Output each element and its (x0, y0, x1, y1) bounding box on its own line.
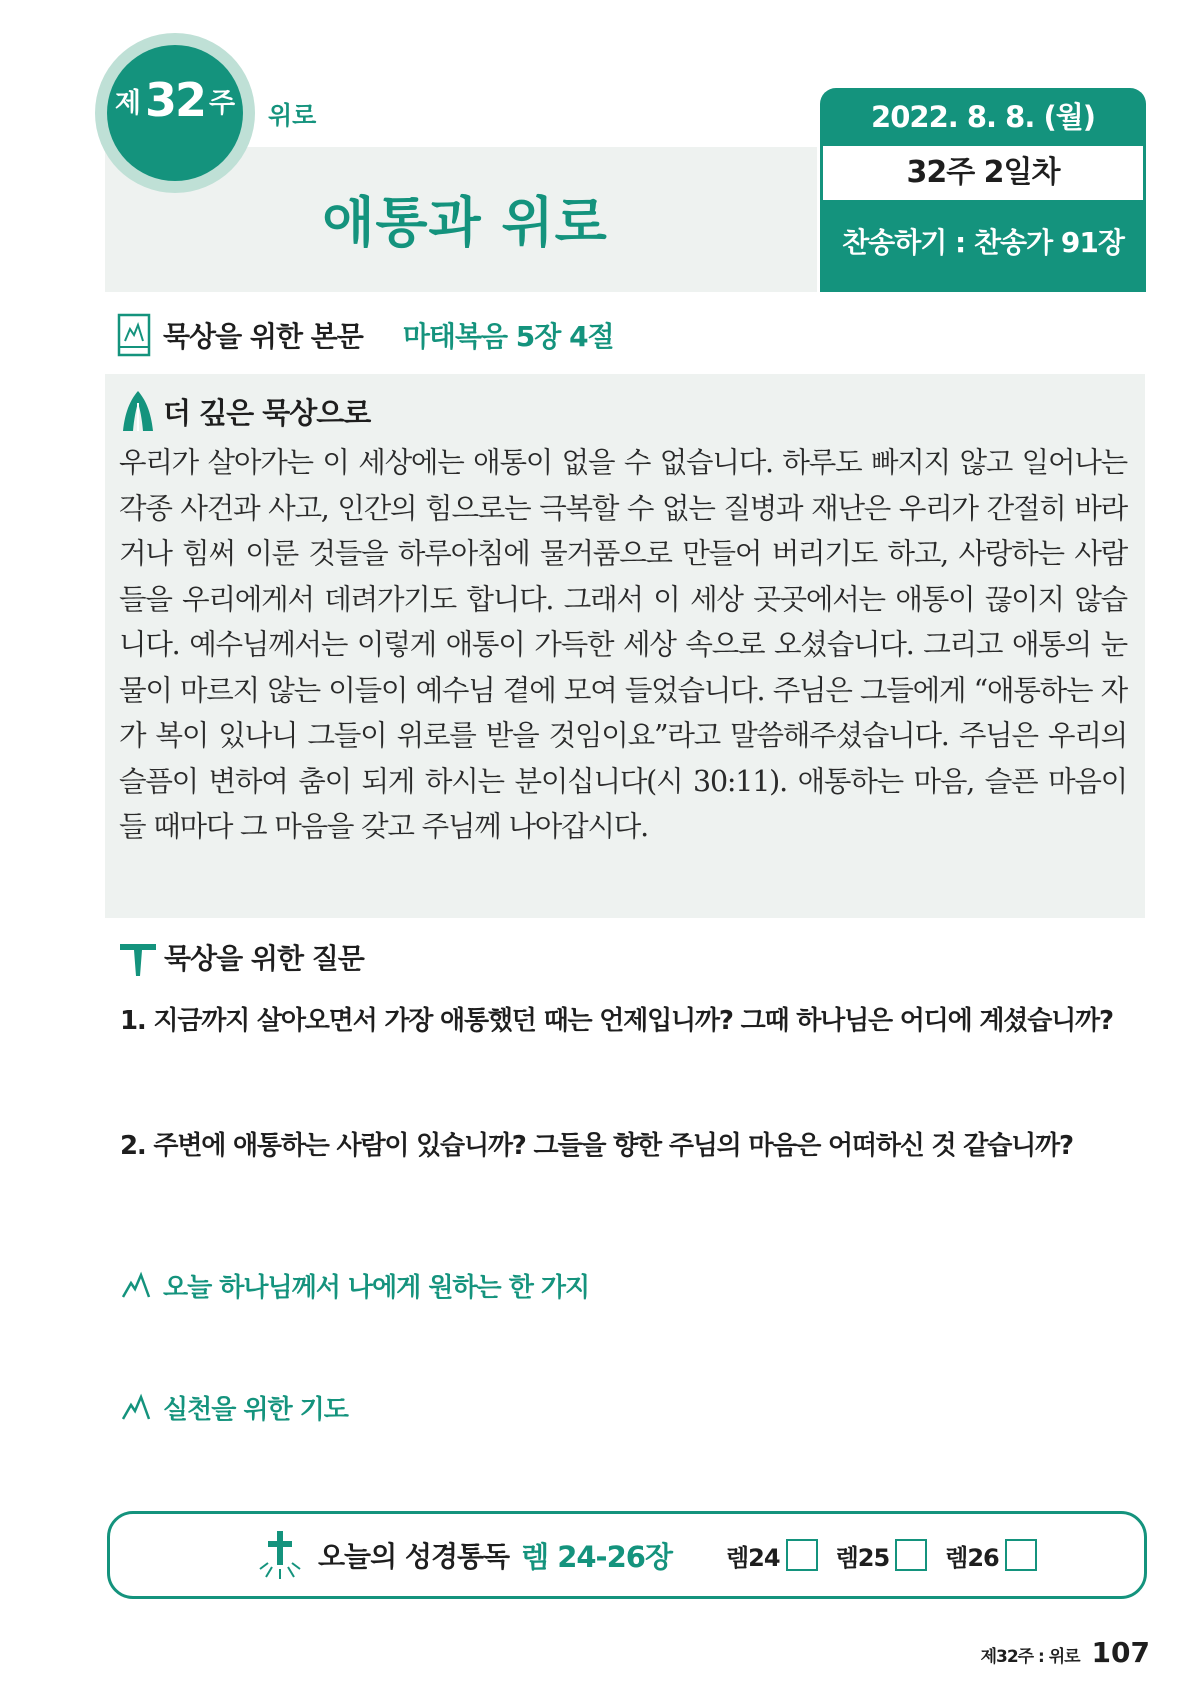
today-one-thing-label: 오늘 하나님께서 나에게 원하는 한 가지 (163, 1272, 590, 1303)
reading-check-item[interactable] (726, 1538, 818, 1573)
bible-reading-label: 오늘의 성경통독 (318, 1540, 510, 1573)
page-number: 107 (1091, 1636, 1150, 1669)
week-number: 32 (144, 73, 205, 127)
day-label: 32주 2일차 (823, 146, 1143, 200)
meditation-text: 우리가 살아가는 이 세상에는 애통이 없을 수 없습니다. 하루도 빠지지 않고 일어나는 각종 사건과 사고, 인간의 힘으로는 극복할 수 없는 질병과 재난은 우리가 간절히 바라거나 힘써 이룬 것들을 하루아침에 물거품으로 만들어 버리기도 하고, 사랑하는 사람들을 우리에게서 데려가기도 합니다. 그래서 이 세상 곳곳에서는 애통이 끊이지 않습니다. 예수님께서는 이렇게 애통이 가득한 세상 속으로 오셨습니다. 그리고 애통의 눈물이 마르지 않는 이들이 예수님 곁에 모여 들었습니다. 주님은 그들에게 “애통하는 자가 복이 있나니 그들이 위로를 받을 것임이요”라고 말씀해주셨습니다. 주님은 우리의 슬픔이 변하여 춤이 되게 하시는 분이십니다(시 30:11). 애통하는 마음, 슬픈 마음이 들 때마다 그 마음을 갖고 주님께 나아갑시다. (119, 446, 1127, 843)
reading-checklist (726, 1538, 1037, 1573)
praying-hands-icon (119, 389, 157, 433)
bible-reading-range: 렘 24-26장 (521, 1539, 672, 1574)
page-footer (981, 1636, 1150, 1669)
week-suffix: 주 (209, 87, 236, 119)
reading-heading (117, 312, 614, 358)
bible-reading-box (107, 1511, 1147, 1599)
question-2: 2. 주변에 애통하는 사람이 있습니까? 그들을 향한 주님의 마음은 어떠하신 것 같습니까? (120, 1131, 1073, 1161)
cross-icon (118, 936, 158, 978)
reading-checkbox[interactable] (786, 1539, 818, 1571)
reading-check-item[interactable] (945, 1538, 1037, 1573)
date-label: 2022. 8. 8. (월) (871, 100, 1095, 134)
questions-label: 묵상을 위한 질문 (164, 942, 364, 975)
reading-checkbox[interactable] (895, 1539, 927, 1571)
meditation-label: 더 깊은 묵상으로 (163, 395, 371, 430)
reading-check-label: 렘24 (725, 1543, 780, 1572)
page-title: 애통과 위로 (322, 191, 608, 254)
reading-reference: 마태복음 5장 4절 (402, 320, 614, 353)
question-1: 1. 지금까지 살아오면서 가장 애통했던 때는 언제입니까? 그때 하나님은 어디에 계셨습니까? (120, 1006, 1113, 1036)
bible-book-icon (117, 313, 151, 357)
meditation-heading (119, 388, 1131, 434)
cross-light-icon (258, 1529, 302, 1581)
hymn-label: 찬송하기 : 찬송가 91장 (842, 226, 1124, 259)
meditation-panel (105, 374, 1145, 918)
reading-checkbox[interactable] (1005, 1539, 1037, 1571)
week-badge (107, 45, 243, 181)
mountain-icon (121, 1393, 151, 1421)
questions-heading (118, 935, 364, 979)
mountain-icon (121, 1271, 151, 1299)
week-prefix: 제 (114, 87, 141, 119)
prayer-heading (121, 1387, 348, 1427)
reading-check-label: 렘25 (835, 1543, 890, 1572)
reading-check-label: 렘26 (945, 1543, 999, 1572)
reading-label: 묵상을 위한 본문 (163, 320, 363, 353)
date-panel (820, 88, 1146, 292)
reading-check-item[interactable] (836, 1538, 928, 1573)
footer-section: 제32주 : 위로 (980, 1647, 1080, 1667)
topic-tag: 위로 (268, 101, 317, 130)
prayer-label: 실천을 위한 기도 (163, 1394, 348, 1425)
today-one-thing-heading (121, 1265, 589, 1305)
